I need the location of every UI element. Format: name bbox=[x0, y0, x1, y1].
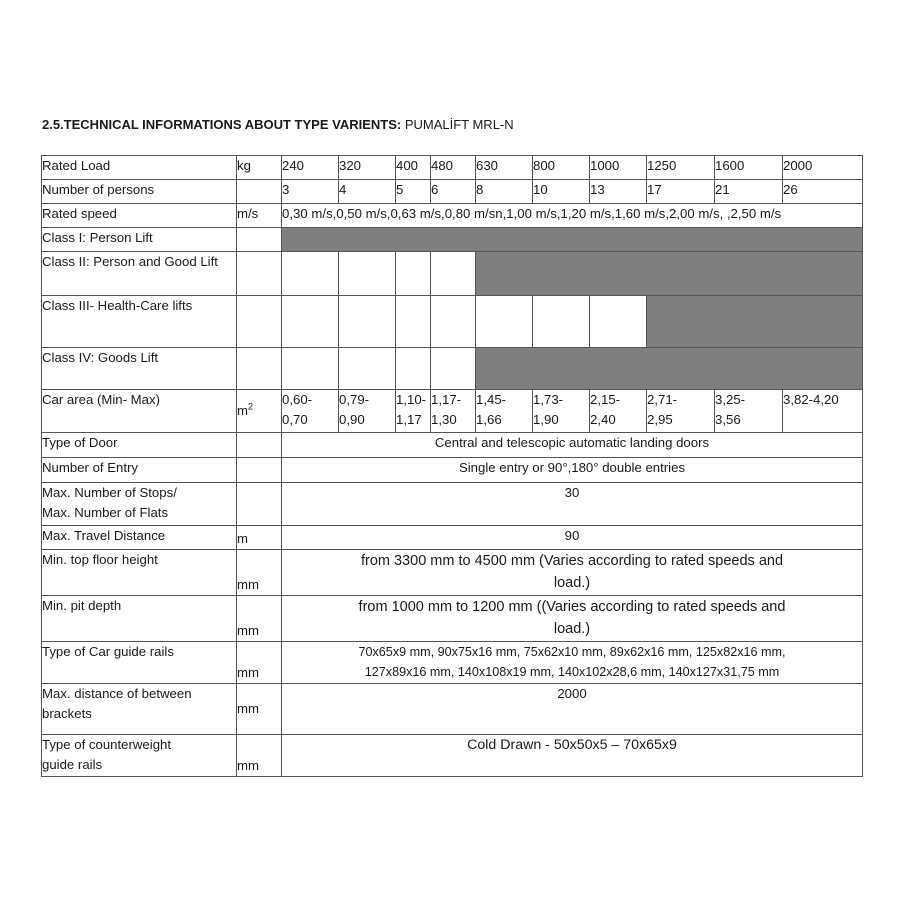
pit-label: Min. pit depth bbox=[42, 596, 237, 642]
top-floor-unit: mm bbox=[237, 550, 282, 596]
persons-value: 13 bbox=[590, 180, 647, 204]
class-2-label: Class II: Person and Good Lift bbox=[42, 252, 237, 296]
car-area-max: 0,90 bbox=[339, 412, 365, 427]
car-area-min: 1,17- bbox=[431, 392, 462, 407]
persons-value: 26 bbox=[783, 180, 863, 204]
stops-label-line: Max. Number of Flats bbox=[42, 505, 169, 520]
row-class-3 bbox=[42, 296, 863, 348]
row-brackets bbox=[42, 684, 863, 735]
car-area-min: 0,79- bbox=[339, 392, 370, 407]
car-area-max: 1,90 bbox=[533, 412, 559, 427]
row-class-4 bbox=[42, 348, 863, 390]
car-rails-value-line: 70x65x9 mm, 90x75x16 mm, 75x62x10 mm, 89x62x16 mm, 125x82x16 mm, bbox=[358, 645, 786, 659]
class-2-cell bbox=[339, 252, 396, 296]
car-area-value bbox=[396, 390, 431, 433]
car-area-unit-exponent: 2 bbox=[248, 401, 254, 412]
section-heading-bold: 2.5.TECHNICAL INFORMATIONS ABOUT TYPE VARIENTS: bbox=[42, 117, 402, 132]
class-4-label: Class IV: Goods Lift bbox=[42, 348, 237, 390]
rated-speed-value: 0,30 m/s,0,50 m/s,0,63 m/s,0,80 m/sn,1,00 m/s,1,20 m/s,1,60 m/s,2,00 m/s, ,2,50 m/s bbox=[282, 204, 863, 228]
class-2-unit-empty bbox=[237, 252, 282, 296]
class-3-cell bbox=[339, 296, 396, 348]
car-area-value bbox=[339, 390, 396, 433]
persons-value: 8 bbox=[476, 180, 533, 204]
car-area-min: 0,60- bbox=[282, 392, 313, 407]
class-3-cell bbox=[590, 296, 647, 348]
persons-value: 6 bbox=[431, 180, 476, 204]
car-area-max: 1,66 bbox=[476, 412, 502, 427]
row-door bbox=[42, 433, 863, 458]
car-area-label: Car area (Min- Max) bbox=[42, 390, 237, 433]
class-3-label: Class III- Health-Care lifts bbox=[42, 296, 237, 348]
class-1-label: Class I: Person Lift bbox=[42, 228, 237, 252]
rated-load-value: 800 bbox=[533, 156, 590, 180]
row-car-area bbox=[42, 390, 863, 433]
brackets-unit: mm bbox=[237, 684, 282, 735]
row-stops bbox=[42, 483, 863, 526]
section-heading-product: PUMALİFT MRL-N bbox=[401, 117, 514, 132]
pit-value bbox=[282, 596, 863, 642]
class-2-shaded-range bbox=[476, 252, 863, 296]
pit-unit: mm bbox=[237, 596, 282, 642]
class-1-shaded-range bbox=[282, 228, 863, 252]
car-area-value bbox=[431, 390, 476, 433]
car-area-min: 2,15- bbox=[590, 392, 621, 407]
cw-rails-unit: mm bbox=[237, 735, 282, 777]
class-3-unit-empty bbox=[237, 296, 282, 348]
stops-unit-empty bbox=[237, 483, 282, 526]
top-floor-value-line: load.) bbox=[553, 575, 591, 591]
travel-unit: m bbox=[237, 526, 282, 550]
rated-speed-label: Rated speed bbox=[42, 204, 237, 228]
cw-rails-label-line: Type of counterweight bbox=[42, 737, 172, 752]
rated-load-value: 1250 bbox=[647, 156, 715, 180]
stops-label bbox=[42, 483, 237, 526]
rated-load-value: 630 bbox=[476, 156, 533, 180]
row-pit bbox=[42, 596, 863, 642]
brackets-label bbox=[42, 684, 237, 735]
class-4-cell bbox=[282, 348, 339, 390]
class-2-cell bbox=[431, 252, 476, 296]
row-cw-rails bbox=[42, 735, 863, 777]
car-area-max: 3,56 bbox=[715, 412, 741, 427]
cw-rails-label-line: guide rails bbox=[42, 757, 103, 772]
class-4-cell bbox=[431, 348, 476, 390]
cw-rails-label bbox=[42, 735, 237, 777]
entry-unit-empty bbox=[237, 458, 282, 483]
rated-speed-unit: m/s bbox=[237, 204, 282, 228]
car-rails-value-line: 127x89x16 mm, 140x108x19 mm, 140x102x28,6 mm, 140x127x31,75 mm bbox=[364, 665, 780, 679]
class-3-cell bbox=[431, 296, 476, 348]
car-rails-value bbox=[282, 642, 863, 684]
pit-value-line: load.) bbox=[553, 621, 591, 637]
top-floor-label: Min. top floor height bbox=[42, 550, 237, 596]
persons-value: 4 bbox=[339, 180, 396, 204]
persons-value: 21 bbox=[715, 180, 783, 204]
row-top-floor bbox=[42, 550, 863, 596]
row-travel bbox=[42, 526, 863, 550]
rated-load-value: 480 bbox=[431, 156, 476, 180]
row-entry bbox=[42, 458, 863, 483]
persons-value: 17 bbox=[647, 180, 715, 204]
rated-load-value: 1000 bbox=[590, 156, 647, 180]
persons-value: 10 bbox=[533, 180, 590, 204]
persons-value: 3 bbox=[282, 180, 339, 204]
class-2-cell bbox=[396, 252, 431, 296]
row-class-1 bbox=[42, 228, 863, 252]
persons-value: 5 bbox=[396, 180, 431, 204]
top-floor-value bbox=[282, 550, 863, 596]
car-area-min: 3,82-4,20 bbox=[783, 392, 839, 407]
persons-label: Number of persons bbox=[42, 180, 237, 204]
entry-value: Single entry or 90°,180° double entries bbox=[282, 458, 863, 483]
cw-rails-value: Cold Drawn - 50x50x5 – 70x65x9 bbox=[282, 735, 863, 777]
car-area-min: 1,73- bbox=[533, 392, 564, 407]
class-1-unit-empty bbox=[237, 228, 282, 252]
class-3-cell bbox=[476, 296, 533, 348]
rated-load-label: Rated Load bbox=[42, 156, 237, 180]
car-area-unit-base: m bbox=[237, 403, 248, 418]
rated-load-value: 2000 bbox=[783, 156, 863, 180]
class-4-cell bbox=[339, 348, 396, 390]
door-value: Central and telescopic automatic landing doors bbox=[282, 433, 863, 458]
car-area-max: 2,95 bbox=[647, 412, 673, 427]
travel-value: 90 bbox=[282, 526, 863, 550]
stops-value: 30 bbox=[282, 483, 863, 526]
row-rated-load bbox=[42, 156, 863, 180]
car-area-value bbox=[715, 390, 783, 433]
travel-label: Max. Travel Distance bbox=[42, 526, 237, 550]
car-area-unit bbox=[237, 390, 282, 433]
door-label: Type of Door bbox=[42, 433, 237, 458]
rated-load-unit: kg bbox=[237, 156, 282, 180]
car-area-max: 2,40 bbox=[590, 412, 616, 427]
section-heading bbox=[42, 117, 514, 132]
row-class-2 bbox=[42, 252, 863, 296]
stops-label-line: Max. Number of Stops/ bbox=[42, 485, 177, 500]
car-area-min: 2,71- bbox=[647, 392, 678, 407]
row-car-rails bbox=[42, 642, 863, 684]
car-area-min: 3,25- bbox=[715, 392, 746, 407]
class-2-cell bbox=[282, 252, 339, 296]
rated-load-value: 320 bbox=[339, 156, 396, 180]
brackets-label-line: brackets bbox=[42, 706, 92, 721]
class-3-cell bbox=[282, 296, 339, 348]
class-4-shaded-range bbox=[476, 348, 863, 390]
row-rated-speed bbox=[42, 204, 863, 228]
car-area-max: 1,30 bbox=[431, 412, 457, 427]
car-area-value bbox=[533, 390, 590, 433]
rated-load-value: 240 bbox=[282, 156, 339, 180]
door-unit-empty bbox=[237, 433, 282, 458]
brackets-label-line: Max. distance of between bbox=[42, 686, 192, 701]
brackets-value: 2000 bbox=[282, 684, 863, 735]
class-3-cell bbox=[533, 296, 590, 348]
car-rails-unit: mm bbox=[237, 642, 282, 684]
entry-label: Number of Entry bbox=[42, 458, 237, 483]
car-area-max: 1,17 bbox=[396, 412, 422, 427]
car-area-min: 1,45- bbox=[476, 392, 507, 407]
class-3-cell bbox=[396, 296, 431, 348]
car-area-value bbox=[282, 390, 339, 433]
class-4-cell bbox=[396, 348, 431, 390]
car-rails-label: Type of Car guide rails bbox=[42, 642, 237, 684]
class-4-unit-empty bbox=[237, 348, 282, 390]
row-persons bbox=[42, 180, 863, 204]
class-3-shaded-range bbox=[647, 296, 863, 348]
rated-load-value: 400 bbox=[396, 156, 431, 180]
pit-value-line: from 1000 mm to 1200 mm ((Varies according to rated speeds and bbox=[358, 599, 786, 615]
persons-unit-empty bbox=[237, 180, 282, 204]
car-area-max: 0,70 bbox=[282, 412, 308, 427]
car-area-value bbox=[647, 390, 715, 433]
top-floor-value-line: from 3300 mm to 4500 mm (Varies according to rated speeds and bbox=[360, 553, 784, 569]
technical-spec-table bbox=[41, 155, 863, 777]
rated-load-value: 1600 bbox=[715, 156, 783, 180]
car-area-value bbox=[590, 390, 647, 433]
car-area-value bbox=[476, 390, 533, 433]
car-area-min: 1,10- bbox=[396, 392, 427, 407]
car-area-value bbox=[783, 390, 863, 433]
